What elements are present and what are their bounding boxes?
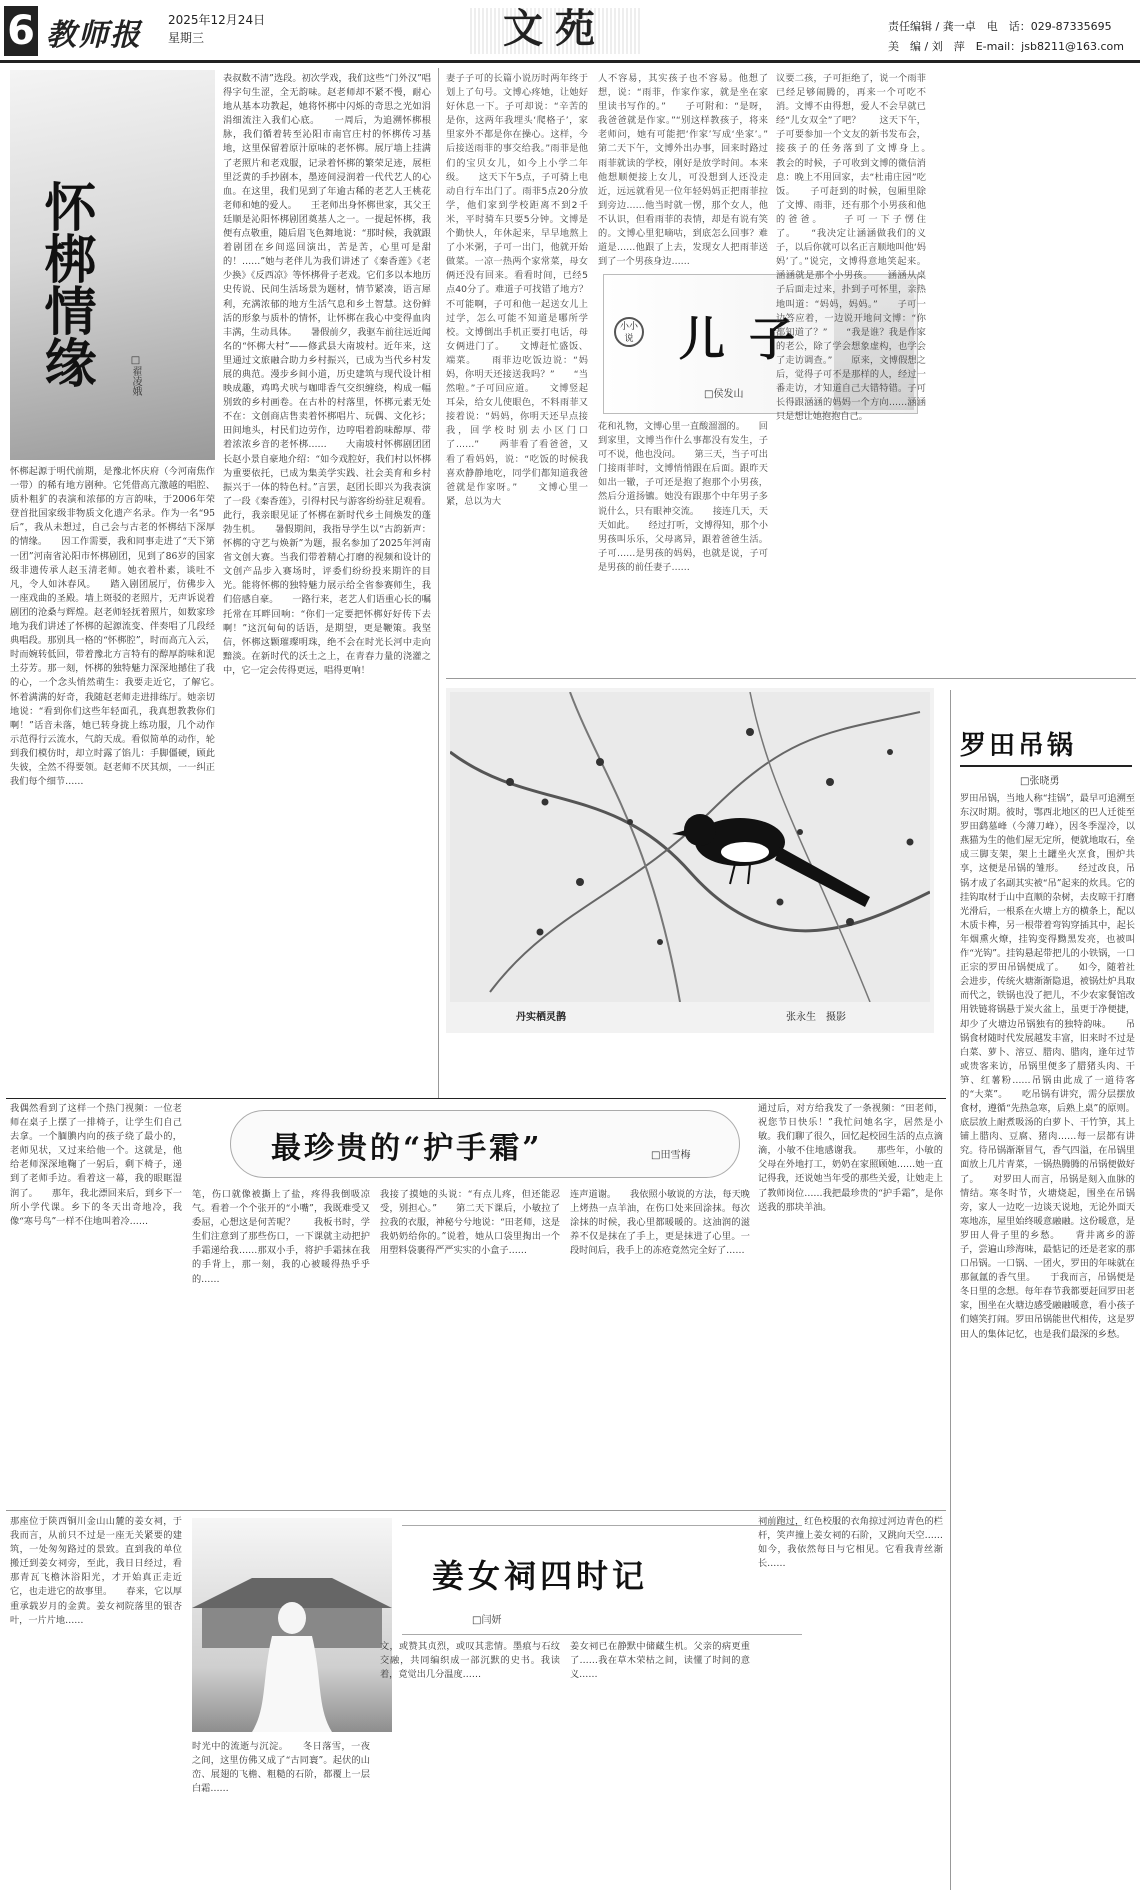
diaoguo-body: 罗田吊锅，当地人称“挂锅”，最早可追溯至东汉时期。彼时，鄂西北地区的巴人迁徙至罗田鹞墓峰（今薄刀峰），因冬季湿冷，以燕猫为生的他们屋无定所，便就地取石，垒成三脚支架，架上土罐坐火烹食，围炉共享，这便是吊锅的雏形。 经过改良，吊锅才成了名副其实被“吊”起来的炊具。它的挂钩取材于山中直顺的杂树，去皮晾干打磨光滑后，一根系在火塘上方的横条上，配以木质卡榫，另一根带着弯钩穿插其中，起长年烟熏火燎，挂钩变得黝黑发亮，也被叫作“光钩”。挂钩悬起带把儿的小铁锅，一口正宗的罗田吊锅便成了。 如今，随着社会进步，传统火塘渐渐隐退，被锅灶炉具取而代之，铁锅也没了把儿，不少农家餐馆改用铁链将锅悬于炭火盆上，虽更于净便捷，却少了火塘边吊锅独有的独特韵味。 吊锅食材随时代发展越发丰富，旧来时不过是白菜、萝卜、溶豆、腊肉、腊肉，逢年过节或贵客来访，吊锅里便多了腊猪头肉、干笋、红薯粉……吊锅由此成了一道待客的“大菜”。 吃吊锅有讲究，需分层摆放食材，遵循“先热急寒，后熟上桌”的原则。底层放上耐煮吸汤的白萝卜、干竹笋，其上铺上腊肉、豆腐、猪肉……每一层都有讲究。待吊锅渐渐冒气，香气四溢，在吊锅里面放上几片青菜，一锅热腾腾的吊锅便做好了。 对罗田人而言，吊锅是刻入血脉的情结。寒冬时节，火塘烧起，围坐在吊锅旁，家人一边吃一边谈天说地，无论外面天寒地冻，屋里始终暖意融融。这份暖意，是罗田人骨子里的乡愁。 背井离乡的游子，尝遍山珍海味，最惦记的还是老家的那口吊锅。一口锅、一团火，罗田的年味就在那氤氲的香气里。 于我而言，吊锅便是冬日里的念想。每年春节我都要赶回罗田老家，围坐在火塘边感受融融暖意，看小孩子们嬉笑打闹。罗田吊锅能世代相传，这是罗田人的集体记忆，也是我们最深的乡愁。 <box>960 793 1135 1340</box>
erzi-col2: 人不容易，其实孩子也不容易。他想了想，说：“雨菲，作家作家，就是坐在家里读书写作的。” 子可附和：“是呀，我爸爸就是作家。”“别这样教孩子，将来老师问，她有可能把‘作家’写成‘坐家’。” 第二天下午，文博外出办事，回来时路过雨菲就读的学校，刚好是放学时间。本来他想顺便接上女儿，可没想到人还没走近，远远就看见一位年轻妈妈正把雨菲拉到旁边……他当时就一愣，那个女人，他不认识，但看雨菲的表情，却是有说有笑的。文博心里犯嘀咕，到底怎么回事？难道是……他跟了上去，发现女人把雨菲送到了一个男孩身边…… <box>598 73 768 268</box>
column-divider-right <box>950 690 951 1890</box>
erzi-label: 小小说 <box>614 317 644 347</box>
column-divider <box>438 68 439 1098</box>
hushoushuang-title: 最珍贵的“护手霜” <box>271 1131 543 1166</box>
huaibang-title: 怀梆情缘 <box>35 180 96 388</box>
jiangnvci-author: □闫妍 <box>472 1615 502 1626</box>
header-rule <box>0 60 1140 63</box>
huaibang-photo <box>10 70 215 460</box>
jiangnvci-col2: 时光中的流逝与沉淀。 冬日落雪，一夜之间，这里仿佛又成了“古同寰”。起伏的山峦、展翅的飞檐、粗糙的石阶，都覆上一层白霜…… <box>192 1741 370 1795</box>
jiangnvci-title-box <box>402 1525 802 1635</box>
hushoushuang-col3: 我接了摸她的头说：“有点儿疼，但还能忍受，别担心。” 第二天下课后，小敏拉了拉我的衣服，神秘兮兮地说：“田老师，这是我奶奶给你的。”说着，她从口袋里掏出一个用塑料袋裹得严严实实的小盒子…… <box>380 1189 560 1257</box>
erzi-col4: 议要二孩，子可拒绝了，说一个雨菲已经足够闹腾的，再来一个可吃不消。文博不由得想，爱人不会早就已经“儿女双全”了吧？ 这天下午，子可要参加一个文友的新书发布会，接孩子的任务落到了文博身上。 教会的时候，子可收到文博的微信消息：晚上不用回家，去“杜甫庄园”吃饭。 子可赶到的时候，包厢里除了文博、雨菲，还有那个小男孩和他的爸爸。 子可一下子愣住了。 “我决定让涵涵做我们的义子，以后你就可以名正言顺地叫他‘妈妈’了。”说完，文博得意地笑起来。涵涵就是那个小男孩。 涵涵从桌子后面走过来，扑到子可怀里，亲热地叫道：“妈妈，妈妈。” 子可一边答应着，一边说开地问文博：“你都知道了？” “我是谁？我是作家的老公，除了学会想象虚构，也学会了走访调查。” 原来，文博假想之后，觉得子可不是那样的人，经过一番走访，才知道自己大错特错。子可长得跟涵涵的妈妈一个方向……涵涵只是想让她抱抱自己。 <box>776 73 926 423</box>
editor-line: 责任编辑 / 龚一卓 电 话：029-87335695 <box>888 20 1112 33</box>
jiangnvci-col3: 文，或赞其贞烈，或叹其悲情。墨痕与石纹交融，共同编织成一部沉默的史书。我读着，竟觉出几分温度…… <box>380 1641 560 1681</box>
page-number: 6 <box>4 6 38 56</box>
erzi-col3: 花和礼物，文博心里一直酸溜溜的。 回到家里，文博当作什么事都没有发生，子可不说，他也没问。 第三天，当子可出门接雨菲时，文博悄悄跟在后面。跟昨天如出一辙，子可还是抱了抱那个小男孩，然后分道扬镳。她没有跟那个中年男子多说什么，只有眼神交流。 接连几天，天天如此。 经过打听，文博得知，那个小男孩叫乐乐，父母离异，跟着爸爸生活。子可……是男孩的妈妈，也就是说，子可是男孩的前任妻子…… <box>598 421 768 573</box>
hushoushuang-bottom-rule <box>6 1510 946 1511</box>
hushoushuang-col1: 我偶然看到了这样一个热门视频：一位老师在桌子上摆了一排椅子，让学生们自己去拿。一个腼腆内向的孩子绕了最小的，老师见状，又过来给他一个。这就是，他给老师深深地鞠了一躬后，剩下椅子，递到了老师手边。看着这一幕，我的眼眶湿润了。 那年，我北漂回来后，到乡下一所小学代课。乡下的冬天出奇地冷，我像“寒号鸟”一样不住地叫着冷…… <box>10 1103 182 1227</box>
issue-date: 2025年12月24日 <box>168 13 266 27</box>
designer-line: 美 编 / 刘 萍 E-mail：jsb8211@163.com <box>888 40 1124 53</box>
hushoushuang-top-rule <box>6 1098 946 1099</box>
jiangnvci-col4: 姜女祠已在静默中储藏生机。父亲的病更重了……我在草木荣枯之间，读懂了时间的意义…… <box>570 1641 750 1681</box>
statue-icon <box>192 1518 392 1732</box>
hushoushuang-author: □田雪梅 <box>651 1150 691 1161</box>
photo-caption: 丹实栖灵鹊 <box>516 1012 566 1023</box>
diaoguo-author: □张晓勇 <box>1020 776 1060 787</box>
erzi-title: 儿子 <box>679 312 819 366</box>
erzi-col1: 妻子子可的长篇小说历时两年终于划上了句号。文博心疼她，让她好好休息一下。子可却说：“辛苦的是你，这两年我埋头‘爬格子’，家里家外不都是你在操心。这样，今后接送雨菲的事交给我。”雨菲是他们的宝贝女儿，如今上小学二年级。 这天下午5点，子可骑上电动自行车出门了。雨菲5点20分放学，他们家到学校距离不到2千米，平时骑车只要5分钟。文博是个勤快人，年休起来，早早地熬上了小米粥，子可一出门，他就开始做菜。一凉一热两个家常菜，母女俩还没有回来。看看时间，已经5点40分了。难道子可找错了地方？不可能啊，子可和他一起送女儿上过学，怎么可能不知道是哪所学校。文博倒出手机正要打电话，母女俩进门了。 文博赶忙盛饭、端菜。 雨菲边吃饭边说：“妈妈，你明天还接送我吗？” “当然啦。”子可回应道。 文博竖起耳朵，给女儿使眼色，不料雨菲又接着说：“妈妈，你明天还早点接我，回学校时别去小区门口了……” 两菲看了看爸爸，又看了看妈妈，说：“吃饭的时候我喜欢静静地吃，同学们都知道我爸爸就是作家呀。” 文博心里一紧，总以为大 <box>446 73 588 507</box>
photo-frame <box>446 688 934 1033</box>
erzi-author: □侯发山 <box>704 389 744 400</box>
jiangnvci-title: 姜女祠四时记 <box>432 1557 649 1595</box>
hushoushuang-title-box <box>230 1110 740 1178</box>
erzi-bottom-rule <box>446 678 1136 679</box>
huaibang-col2: 表叔数不清”选段。初次学戏，我们这些“门外汉”唱得字句生涩，全无韵味。赵老师却不紧不慢，耐心地从基本功教起，她将怀梆中闪烁的奇思之光如涓涓细流注入我们心底。 一周后，为追溯怀梆根脉，我们循着转至沁阳市南官庄村的怀梆传习基地，这里保留着原汁原味的老怀梆。展厅墙上挂满了老照片和老戏服，记录着怀梆的繁荣足迹，展柜里泛黄的手抄剧本，墨迹间浸润着一代代艺人的心血。在这里，我们见到了年逾古稀的老艺人王桃花老师和她的爱人。 王老师出身怀梆世家，其父王廷顺是沁阳怀梆剧团奠基人之一。一提起怀梆，我便有点敬重，随后眉飞色舞地说：“那时候，我就跟着剧团在乡间巡回演出，苦是苦，心里可是甜的！……”她与老伴儿为我们讲述了《秦香莲》《老少换》《反西凉》等怀梆骨子老戏。它们多以本地历史传说、民间生活场景为题材，情节紧凑，语言犀利，充满浓郁的地方生活气息和乡土智慧。这份鲜活的形象与质朴的情怀，让怀梆在我心中变得血肉丰满，生动具体。 暑假前夕，我驱车前往远近闻名的“怀梆大村”——修武县大南坡村。近年来，这里通过文旅融合助力乡村振兴，已成为当代乡村发展的典范。漫步乡间小道，历史建筑与现代设计相映成趣，鸡鸣犬吠与咖啡香气交织缠绕，构成一幅别致的乡村画卷。在古朴的村落里，怀梆元素无处不在：文创商店售卖着怀梆唱片、玩偶、文化衫；田间地头，村民们边劳作，边哼唱着韵味醇厚、带着浓浓乡音的老怀梆…… 大南坡村怀梆剧团团长赵小景自豪地介绍：“如今戏腔好，我们村以怀梆为重要依托，已成为集美学实践、社会美育和乡村振兴于一体的特色村。”言罢，赵团长即兴为我表演了一段《秦香莲》，引得村民与游客纷纷驻足观看。此行，我亲眼见证了怀梆在新时代乡土间焕发的蓬勃生机。 暑假期间，我指导学生以“古韵新声：怀梆的守艺与焕新”为题，报名参加了2025年河南省文创大赛。当我们带着精心打磨的视频和设计的文创产品步入赛场时，评委们纷纷投来期许的目光。能将怀梆的独特魅力展示给全省参赛师生，我们倍感自豪。 一路行来，老艺人们语重心长的嘱托常在耳畔回响：“你们一定要把怀梆好好传下去啊！”这沉甸甸的话语，是期望，更是鞭策。我坚信，怀梆这颗璀璨明珠，绝不会在时光长河中走向黯淡。在新时代的沃土之上，在青春力量的浇灌之中，它一定会传得更远，唱得更响！ <box>223 73 431 676</box>
hushoushuang-col2: 笔，伤口就像被撕上了盐，疼得我倒吸凉气。看着一个个张开的“小嘴”，我既难受又委屈，心想这是何苦呢？ 我板书时，学生们注意到了那些伤口，一下课就主动把护手霜递给我……那双小手，将护手霜抹在我的手背上，那一刻，我的心被暖得热乎乎的…… <box>192 1189 370 1285</box>
photo-credit: 张永生 摄影 <box>786 1012 846 1023</box>
hushoushuang-col4: 连声道谢。 我依照小敏说的方法，每天晚上烤热一点羊油，在伤口处来回涂抹。每次涂抹的时候，我心里都暖暖的。这油润的滋养不仅是抹在了手上，更是抹进了心里。一段时间后，我手上的冻疮竟然完全好了…… <box>570 1189 750 1257</box>
newspaper-masthead: 教师报 <box>46 18 142 53</box>
huaibang-author: □翟凌娥 <box>130 355 141 396</box>
issue-weekday: 星期三 <box>168 31 205 45</box>
jiangnvci-photo <box>192 1518 392 1732</box>
jiangnvci-col5: 祠前跑过，红色校服的衣角掠过河边青色的栏杆，笑声撞上姜女祠的石阶，又跳向天空……如今，我依然每日与它相见。它看我青丝渐长…… <box>758 1516 943 1570</box>
jiangnvci-col1: 那座位于陕西铜川金山山麓的姜女祠，于我而言，从前只不过是一座无关紧要的建筑，一处匆匆路过的景致。直到我的单位搬迁到姜女祠旁，至此，我日日经过，看那青瓦飞檐沐浴阳光，才开始真正走近它，也走进它的故事里。 春来，它以厚重承载岁月的金黄。姜女祠院落里的银杏叶，一片片地…… <box>10 1516 182 1626</box>
diaoguo-title: 罗田吊锅 <box>960 731 1077 761</box>
hushoushuang-col5: 通过后，对方给我发了一条视频：“田老师，祝您节日快乐！”我忙问她名字，居然是小敏。我们聊了很久，回忆起校园生活的点点滴滴，小敏不住地感谢我。 那些年，小敏的父母在外地打工，奶奶在家照顾她……她一直记得我，还说她当年受的那些关爱，让她走上了教师岗位……我把最珍贵的“护手霜”，是你送我的那块羊油。 <box>758 1103 943 1213</box>
magpie-photo <box>450 692 930 1002</box>
diaoguo-title-rule <box>960 765 1132 767</box>
huaibang-col1: 怀梆起源于明代前期，是豫北怀庆府（今河南焦作一带）的稀有地方剧种。它凭借高亢激越的唱腔、质朴粗犷的表演和浓郁的方言韵味，于2006年荣登首批国家级非物质文化遗产名录。作为一名“95后”，我从未想过，自己会与古老的怀梆结下深厚的情缘。 因工作需要，我和同事走进了“天下第一团”河南省沁阳市怀梆剧团，见到了86岁的国家级非遗传承人赵玉清老师。她衣着朴素，谈吐不凡，令人如沐春风。 踏入剧团展厅，仿佛步入一座戏曲的圣殿。墙上斑驳的老照片，无声诉说着剧团的沧桑与辉煌。赵老师轻抚着照片，如数家珍地为我们讲述了怀梆的起源流变、伴奏唱了几段经典唱段。那别具一格的“怀梆腔”，时而高亢入云，时而婉转低回，带着豫北方言特有的醇厚韵味和泥土芬芳。那一刻，怀梆的独特魅力深深地撼住了我的心，一个念头悄然萌生：我要走近它，了解它。 怀着满满的好奇，我随赵老师走进排练厅。她亲切地说：“看到你们这些年轻面孔，我真想教教你们啊！”话音未落，她已转身拢上练功服，几个动作示范得行云流水，气韵天成。看似简单的动作，轮到我们模仿时，却立时露了馅儿：手脚僵硬，顾此失彼，全然不得要领。赵老师不厌其烦，一一纠正我们每个细节…… <box>10 466 215 788</box>
section-title: 文苑 <box>503 5 607 52</box>
